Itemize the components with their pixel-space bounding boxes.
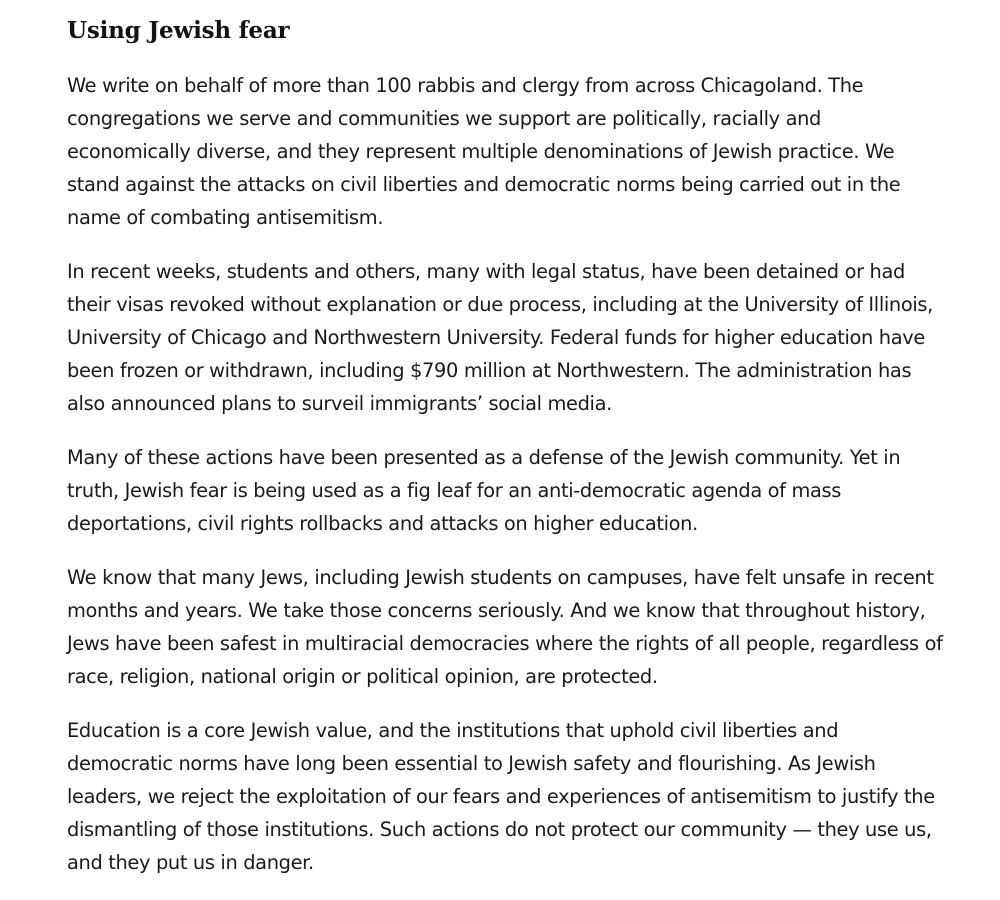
article-paragraph-4: We know that many Jews, including Jewish students on campuses, have felt unsafe in recent months and years. We take those concerns seriously. And we know that throughout history, Jews have been safest in multiracial democracies where the rights of all people, regardless of race, religion, national origin or political opinion, are protected. — [67, 566, 943, 688]
article-paragraph-1: We write on behalf of more than 100 rabbis and clergy from across Chicagoland. The congregations we serve and communities we support are politically, racially and economically diverse, and they represent multiple denominations of Jewish practice. We stand against the attacks on civil liberties and democratic norms being carried out in the name of combating antisemitism. — [67, 74, 901, 229]
letter-article — [67, 14, 947, 900]
article-paragraph-2: In recent weeks, students and others, many with legal status, have been detained or had their visas revoked without explanation or due process, including at the University of Illinois, University of Chicago and Northwestern University. Federal funds for higher education have been frozen or withdrawn, including $790 million at Northwestern. The administration has also announced plans to surveil immigrants’ social media. — [67, 260, 933, 415]
article-paragraph-3: Many of these actions have been presented as a defense of the Jewish community. Yet in truth, Jewish fear is being used as a fig leaf for an anti-democratic agenda of mass deportations, civil rights rollbacks and attacks on higher education. — [67, 446, 901, 535]
article-paragraph-5: Education is a core Jewish value, and the institutions that uphold civil liberties and democratic norms have long been essential to Jewish safety and flourishing. As Jewish leaders, we reject the exploitation of our fears and experiences of antisemitism to justify the dismantling of those institutions. Such actions do not protect our community — they use us, and they put us in danger. — [67, 719, 935, 874]
article-heading: Using Jewish fear — [67, 17, 290, 44]
